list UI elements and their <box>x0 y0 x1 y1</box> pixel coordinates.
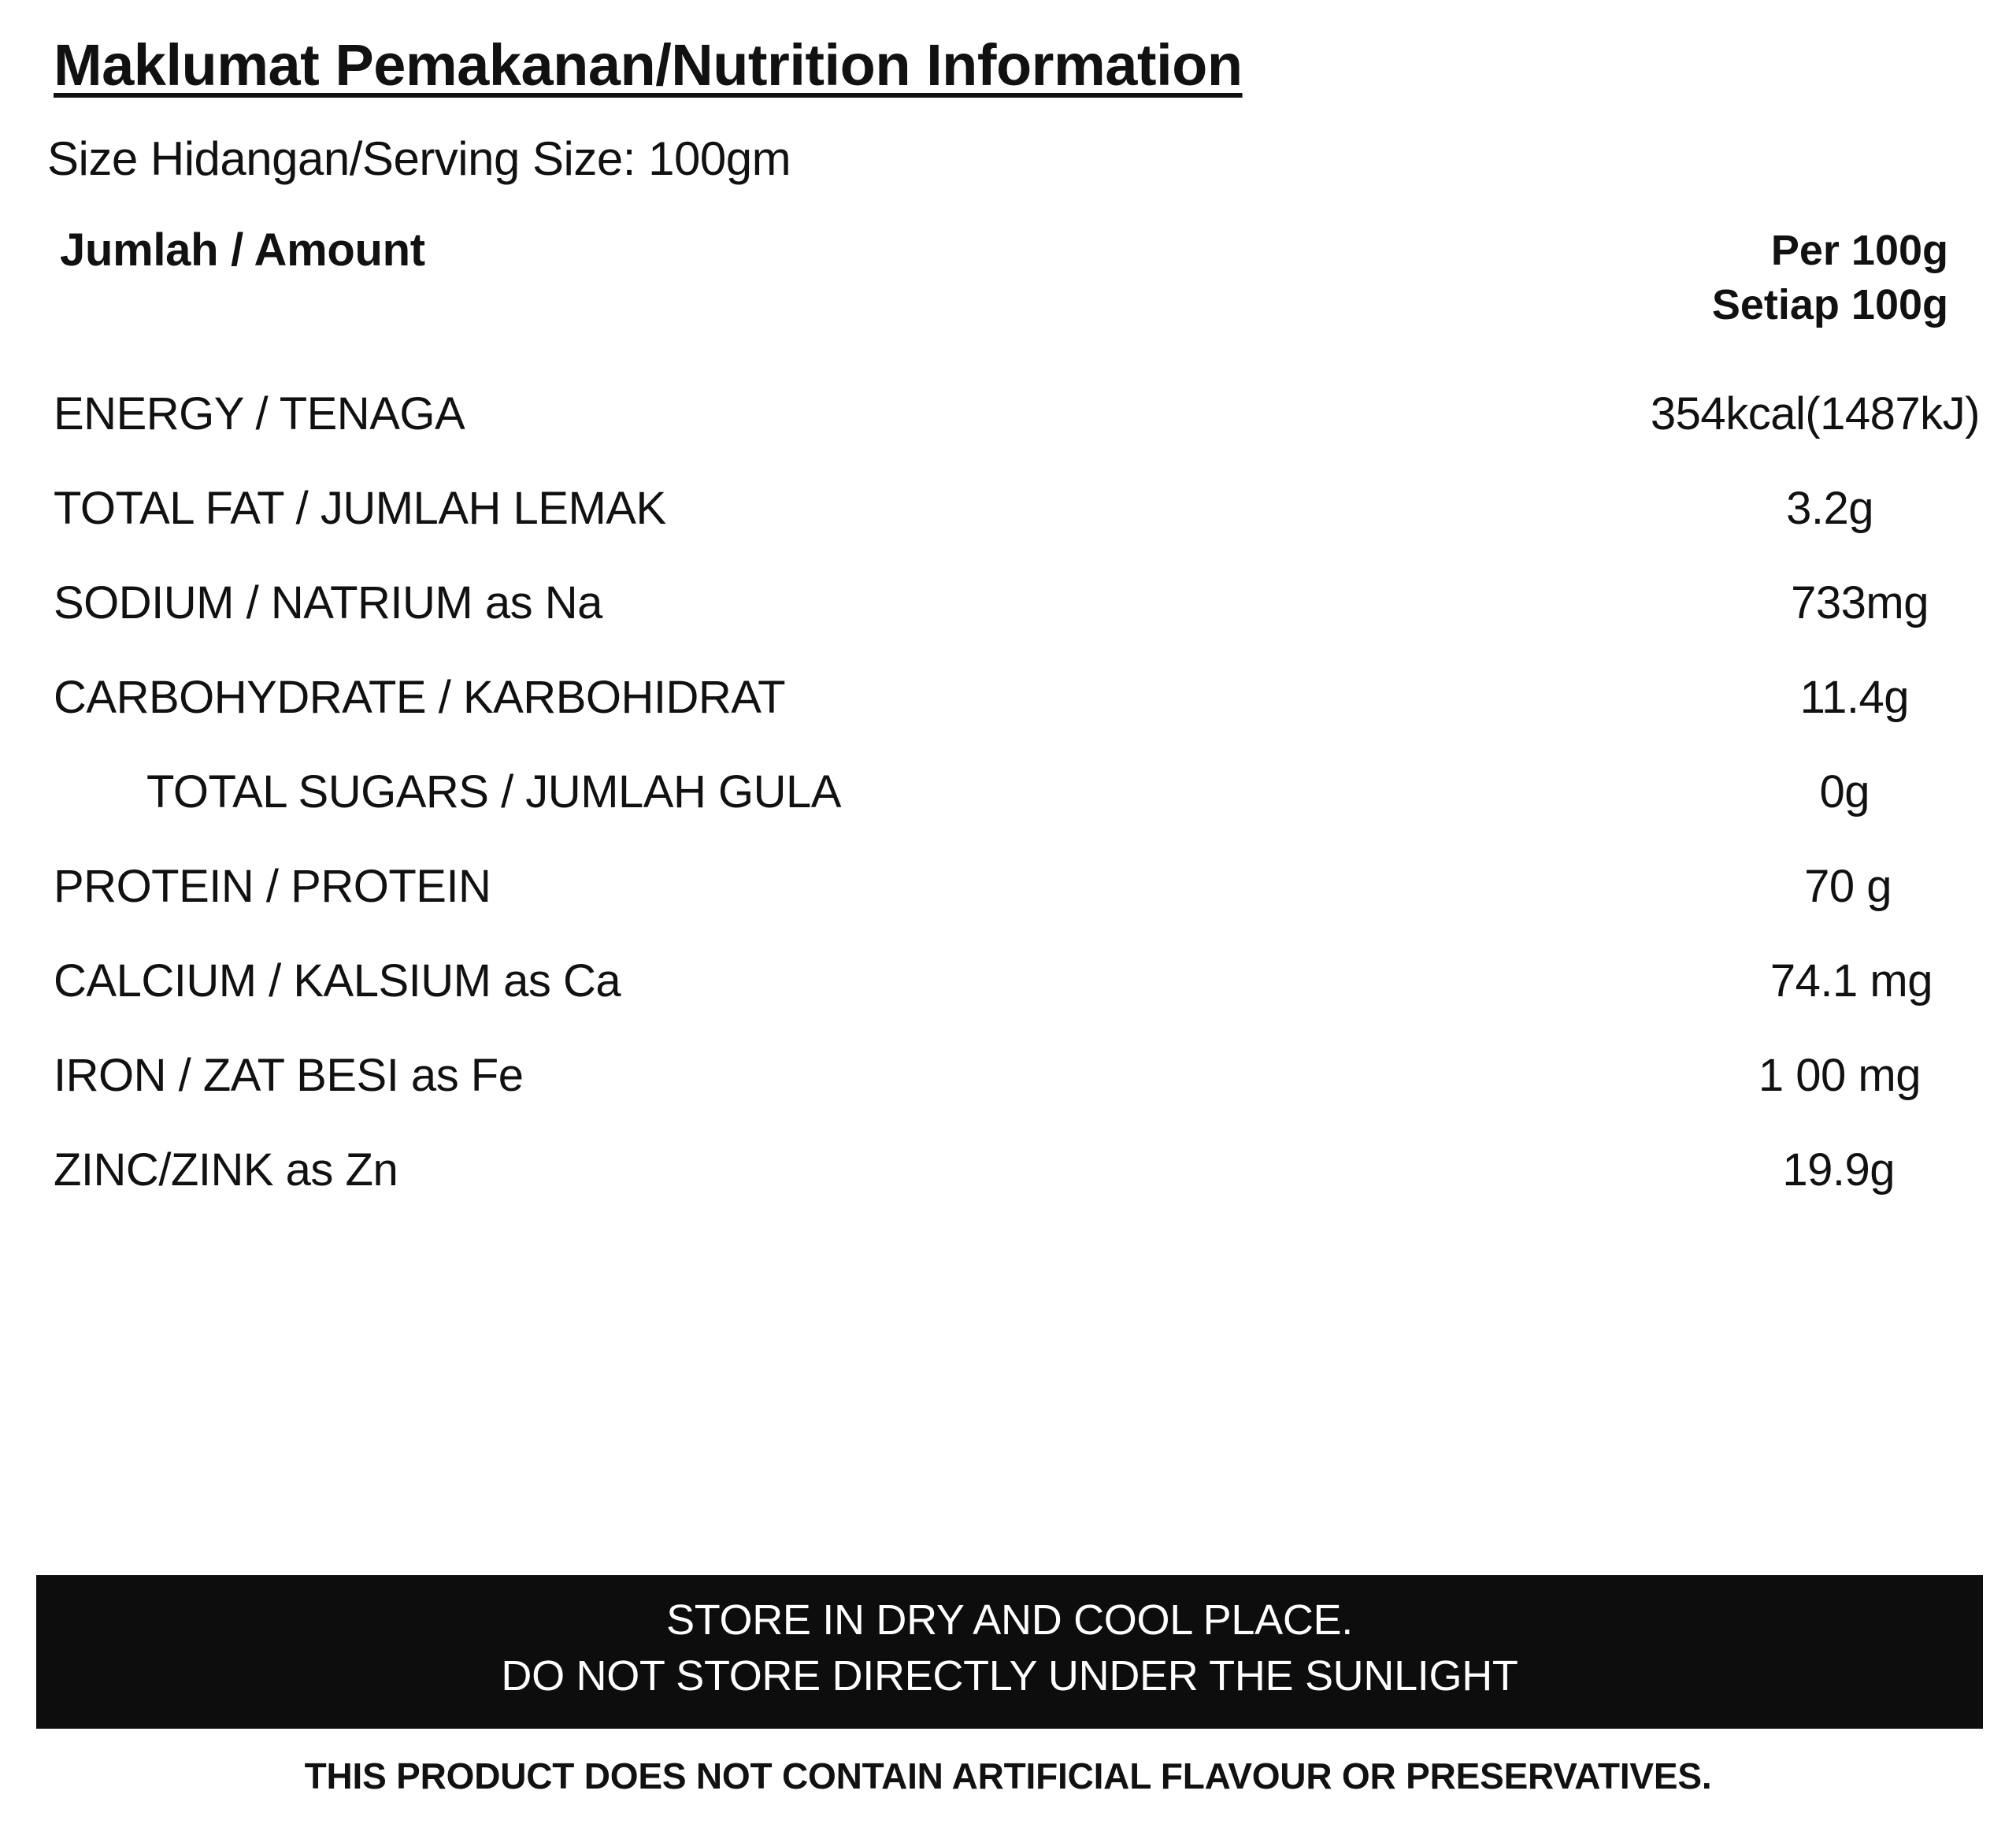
nutrient-name: CALCIUM / KALSIUM as Ca <box>54 955 621 1007</box>
table-row <box>36 1049 1980 1144</box>
nutrient-value: 1 00 mg <box>1758 1050 1921 1102</box>
amount-header-row <box>36 224 1980 332</box>
product-footnote: THIS PRODUCT DOES NOT CONTAIN ARTIFICIAL FLAVOUR OR PRESERVATIVES. <box>304 1755 1712 1796</box>
serving-size-text: Size Hidangan/Serving Size: 100gm <box>47 132 791 185</box>
nutrient-name: CARBOHYDRATE / KARBOHIDRAT <box>54 672 786 724</box>
nutrient-value: 354kcal(1487kJ) <box>1650 388 1980 440</box>
nutrient-value: 3.2g <box>1786 483 1873 535</box>
storage-instructions-banner <box>36 1575 1983 1729</box>
nutrient-name: ENERGY / TENAGA <box>54 388 465 440</box>
amount-column-header: Jumlah / Amount <box>60 224 425 276</box>
nutrient-value: 11.4g <box>1799 672 1909 724</box>
table-row <box>36 671 1980 766</box>
nutrient-value: 19.9g <box>1782 1144 1895 1196</box>
nutrient-value: 74.1 mg <box>1770 955 1933 1007</box>
nutrient-name: TOTAL SUGARS / JUMLAH GULA <box>146 766 841 818</box>
page-title: Maklumat Pemakanan/Nutrition Information <box>54 32 1243 98</box>
nutrient-name: SODIUM / NATRIUM as Na <box>54 577 602 629</box>
nutrient-value: 70 g <box>1804 861 1892 913</box>
nutrient-value: 0g <box>1819 766 1870 818</box>
nutrient-name: TOTAL FAT / JUMLAH LEMAK <box>54 483 666 535</box>
storage-line-1: STORE IN DRY AND COOL PLACE. <box>666 1596 1353 1644</box>
table-row <box>36 482 1980 576</box>
table-row <box>36 955 1980 1049</box>
per-100g-label: Per 100g <box>1770 227 1948 274</box>
table-row <box>36 576 1980 671</box>
table-row <box>36 387 1980 482</box>
table-row <box>36 1144 1980 1238</box>
nutrient-name: PROTEIN / PROTEIN <box>54 861 491 913</box>
nutrient-name: IRON / ZAT BESI as Fe <box>54 1050 524 1102</box>
nutrient-rows <box>36 387 1980 1238</box>
table-row <box>36 766 1980 860</box>
nutrient-value: 733mg <box>1791 577 1929 629</box>
setiap-100g-label: Setiap 100g <box>1711 281 1948 329</box>
storage-line-2: DO NOT STORE DIRECTLY UNDER THE SUNLIGHT <box>501 1652 1518 1700</box>
nutrient-name: ZINC/ZINK as Zn <box>54 1144 398 1196</box>
table-row <box>36 860 1980 955</box>
per-serving-column-header <box>1712 224 1948 332</box>
